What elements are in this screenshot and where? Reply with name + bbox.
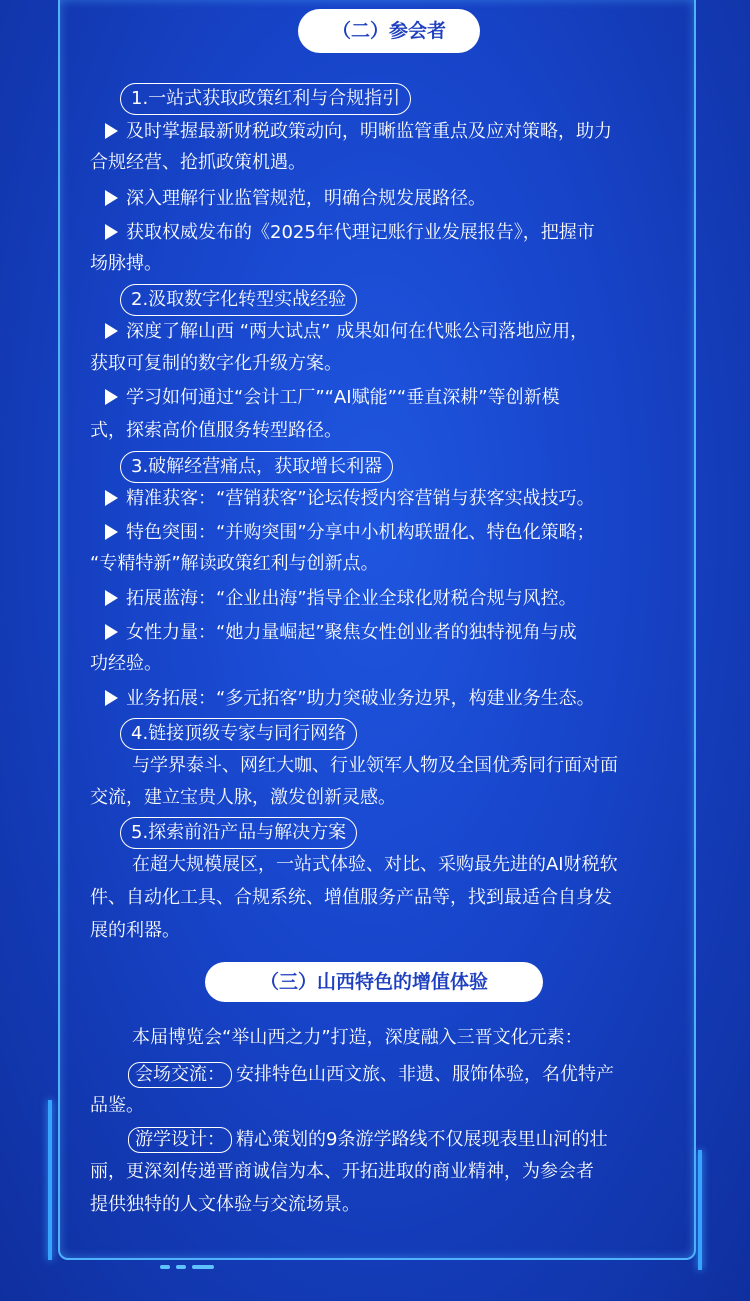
bottom-decoration bbox=[160, 1265, 214, 1269]
group-4-heading: 4.链接顶级专家与同行网络 bbox=[120, 718, 357, 750]
entry-2-line-1: 游学设计： 精心策划的9条游学路线不仅展现表里山河的壮 bbox=[128, 1127, 607, 1153]
entry-1-line-1: 会场交流： 安排特色山西文旅、非遗、服饰体验，名优特产 bbox=[128, 1062, 614, 1088]
group-3-item-2-line-2: “专精特新”解读政策红利与创新点。 bbox=[90, 553, 379, 574]
arrow-icon bbox=[105, 524, 118, 540]
group-1-item-1-line-2: 合规经营、抢抓政策机遇。 bbox=[90, 152, 306, 173]
group-1-heading: 1.一站式获取政策红利与合规指引 bbox=[120, 83, 411, 115]
arrow-icon bbox=[105, 190, 118, 206]
group-2-item-2-line-1: 学习如何通过“会计工厂”“AI赋能”“垂直深耕”等创新模 bbox=[105, 386, 560, 410]
arrow-icon bbox=[105, 590, 118, 606]
frame-glow-right bbox=[698, 1150, 702, 1270]
group-2-item-1-line-1: 深度了解山西 “两大试点” 成果如何在代账公司落地应用， bbox=[105, 320, 588, 344]
group-1-item-3-line-1: 获取权威发布的《2025年代理记账行业发展报告》，把握市 bbox=[105, 221, 595, 245]
entry-2-tag: 游学设计： bbox=[128, 1127, 232, 1153]
group-3-item-5: 业务拓展：“多元拓客”助力突破业务边界，构建业务生态。 bbox=[105, 687, 595, 711]
arrow-icon bbox=[105, 123, 118, 139]
arrow-icon bbox=[105, 690, 118, 706]
entry-2-line-2: 丽，更深刻传递晋商诚信为本、开拓进取的商业精神，为参会者 bbox=[90, 1161, 594, 1182]
arrow-icon bbox=[105, 224, 118, 240]
section-2-title: （二）参会者 bbox=[298, 9, 480, 53]
group-3-item-4-line-2: 功经验。 bbox=[90, 653, 162, 674]
group-3-heading: 3.破解经营痛点，获取增长利器 bbox=[120, 451, 393, 483]
group-4-text-line-1: 与学界泰斗、网红大咖、行业领军人物及全国优秀同行面对面 bbox=[132, 755, 618, 776]
group-1-item-1-line-1: 及时掌握最新财税政策动向，明晰监管重点及应对策略，助力 bbox=[105, 120, 612, 144]
group-3-item-4-line-1: 女性力量：“她力量崛起”聚焦女性创业者的独特视角与成 bbox=[105, 621, 577, 645]
entry-1-line-2: 品鉴。 bbox=[90, 1095, 144, 1116]
group-1-item-3-line-2: 场脉搏。 bbox=[90, 253, 162, 274]
group-2-heading: 2.汲取数字化转型实战经验 bbox=[120, 284, 357, 316]
section-3-intro: 本届博览会“举山西之力”打造，深度融入三晋文化元素： bbox=[132, 1027, 583, 1048]
group-3-item-1: 精准获客：“营销获客”论坛传授内容营销与获客实战技巧。 bbox=[105, 487, 595, 511]
group-5-text-line-1: 在超大规模展区，一站式体验、对比、采购最先进的AI财税软 bbox=[132, 854, 618, 875]
group-3-item-3: 拓展蓝海：“企业出海”指导企业全球化财税合规与风控。 bbox=[105, 587, 577, 611]
frame-glow-left bbox=[48, 1100, 52, 1260]
arrow-icon bbox=[105, 490, 118, 506]
entry-1-tag: 会场交流： bbox=[128, 1062, 232, 1088]
section-3-title: （三）山西特色的增值体验 bbox=[205, 962, 543, 1002]
arrow-icon bbox=[105, 323, 118, 339]
group-2-item-1-line-2: 获取可复制的数字化升级方案。 bbox=[90, 353, 342, 374]
group-5-text-line-3: 展的利器。 bbox=[90, 920, 180, 941]
entry-2-line-3: 提供独特的人文体验与交流场景。 bbox=[90, 1194, 360, 1215]
arrow-icon bbox=[105, 624, 118, 640]
group-2-item-2-line-2: 式，探索高价值服务转型路径。 bbox=[90, 420, 342, 441]
arrow-icon bbox=[105, 389, 118, 405]
group-5-heading: 5.探索前沿产品与解决方案 bbox=[120, 817, 357, 849]
group-4-text-line-2: 交流，建立宝贵人脉，激发创新灵感。 bbox=[90, 787, 396, 808]
group-1-item-2: 深入理解行业监管规范，明确合规发展路径。 bbox=[105, 187, 486, 211]
group-3-item-2-line-1: 特色突围：“并购突围”分享中小机构联盟化、特色化策略； bbox=[105, 521, 595, 545]
group-5-text-line-2: 件、自动化工具、合规系统、增值服务产品等，找到最适合自身发 bbox=[90, 887, 612, 908]
